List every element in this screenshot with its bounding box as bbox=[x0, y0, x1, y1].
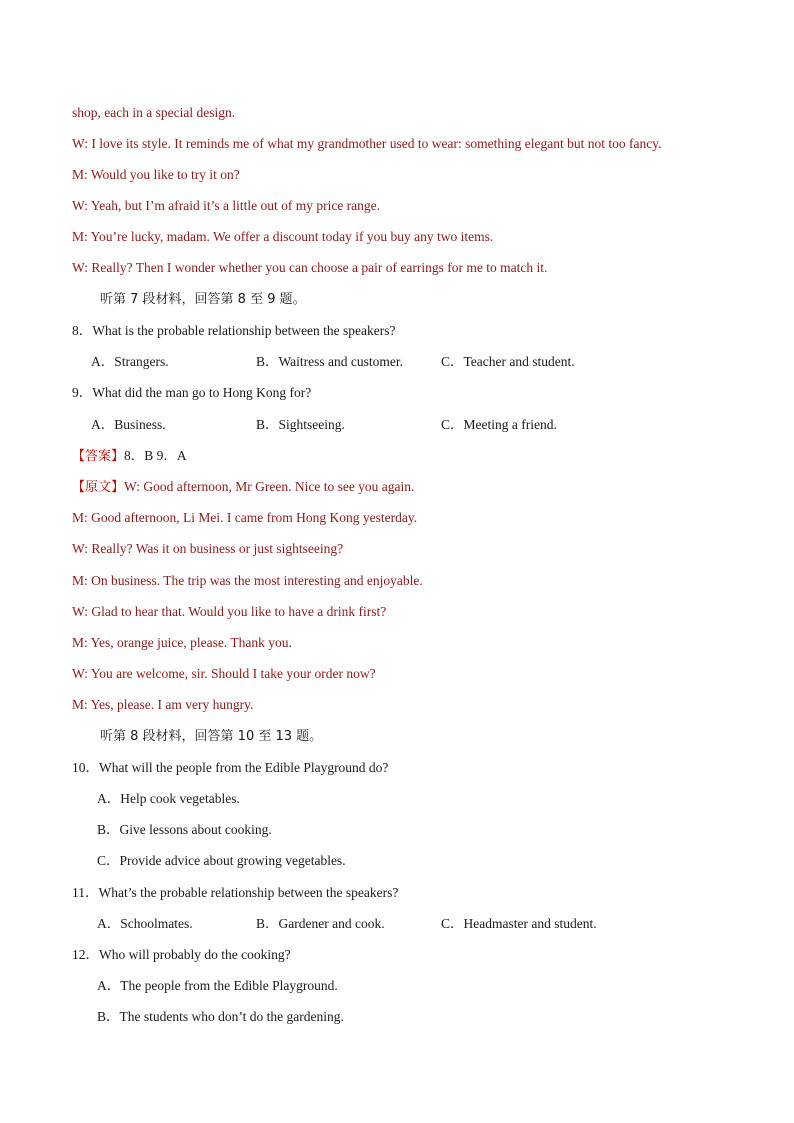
question-8: 8．What is the probable relationship between the speakers? bbox=[72, 323, 396, 338]
option-b: B．Gardener and cook. bbox=[256, 916, 385, 931]
option-c: C．Headmaster and student. bbox=[441, 916, 597, 931]
option-a: A．Business. bbox=[91, 417, 166, 432]
dialogue-line: M: You’re lucky, madam. We offer a discount today if you buy any two items. bbox=[72, 229, 494, 244]
option-a: A．Schoolmates. bbox=[97, 916, 193, 931]
transcript-tag: 【原文】 bbox=[72, 480, 125, 495]
transcript-line: W: Glad to hear that. Would you like to have a drink first? bbox=[72, 604, 387, 619]
option-a: A．The people from the Edible Playground. bbox=[97, 978, 338, 993]
question-11: 11．What’s the probable relationship between the speakers? bbox=[72, 885, 399, 900]
answer-text: 8．B 9．A bbox=[124, 448, 187, 463]
option-b: B．The students who don’t do the gardening. bbox=[97, 1009, 344, 1024]
answer-tag: 【答案】 bbox=[72, 449, 125, 464]
transcript-first-line bbox=[72, 478, 414, 497]
option-b: B．Sightseeing. bbox=[256, 417, 345, 432]
option-c: C．Meeting a friend. bbox=[441, 417, 557, 432]
dialogue-line: W: Yeah, but I’m afraid it’s a little out of my price range. bbox=[72, 198, 381, 213]
question-12: 12．Who will probably do the cooking? bbox=[72, 947, 291, 962]
option-b: B．Waitress and customer. bbox=[256, 354, 404, 369]
section-instruction: 听第 7 段材料，回答第 8 至 9 题。 bbox=[100, 292, 306, 307]
transcript-line: W: Really? Was it on business or just sightseeing? bbox=[72, 541, 344, 556]
dialogue-line: shop, each in a special design. bbox=[72, 105, 236, 120]
transcript-line: M: Good afternoon, Li Mei. I came from Hong Kong yesterday. bbox=[72, 510, 418, 525]
section-instruction: 听第 8 段材料，回答第 10 至 13 题。 bbox=[100, 729, 323, 744]
transcript-line: W: You are welcome, sir. Should I take your order now? bbox=[72, 666, 376, 681]
dialogue-line: M: Would you like to try it on? bbox=[72, 167, 240, 182]
dialogue-line: W: Really? Then I wonder whether you can choose a pair of earrings for me to match it. bbox=[72, 260, 548, 275]
transcript-line: M: Yes, please. I am very hungry. bbox=[72, 697, 254, 712]
transcript-line: W: Good afternoon, Mr Green. Nice to see you again. bbox=[124, 479, 415, 494]
option-a: A．Help cook vegetables. bbox=[97, 791, 240, 806]
option-c: C．Teacher and student. bbox=[441, 354, 575, 369]
question-9: 9．What did the man go to Hong Kong for? bbox=[72, 385, 312, 400]
option-c: C．Provide advice about growing vegetables. bbox=[97, 853, 346, 868]
transcript-line: M: Yes, orange juice, please. Thank you. bbox=[72, 635, 292, 650]
answer-line bbox=[72, 447, 187, 466]
option-b: B．Give lessons about cooking. bbox=[97, 822, 272, 837]
transcript-line: M: On business. The trip was the most interesting and enjoyable. bbox=[72, 573, 423, 588]
dialogue-line: W: I love its style. It reminds me of what my grandmother used to wear: something elegant but not too fancy. bbox=[72, 136, 662, 151]
option-a: A．Strangers. bbox=[91, 354, 169, 369]
question-10: 10．What will the people from the Edible Playground do? bbox=[72, 760, 389, 775]
